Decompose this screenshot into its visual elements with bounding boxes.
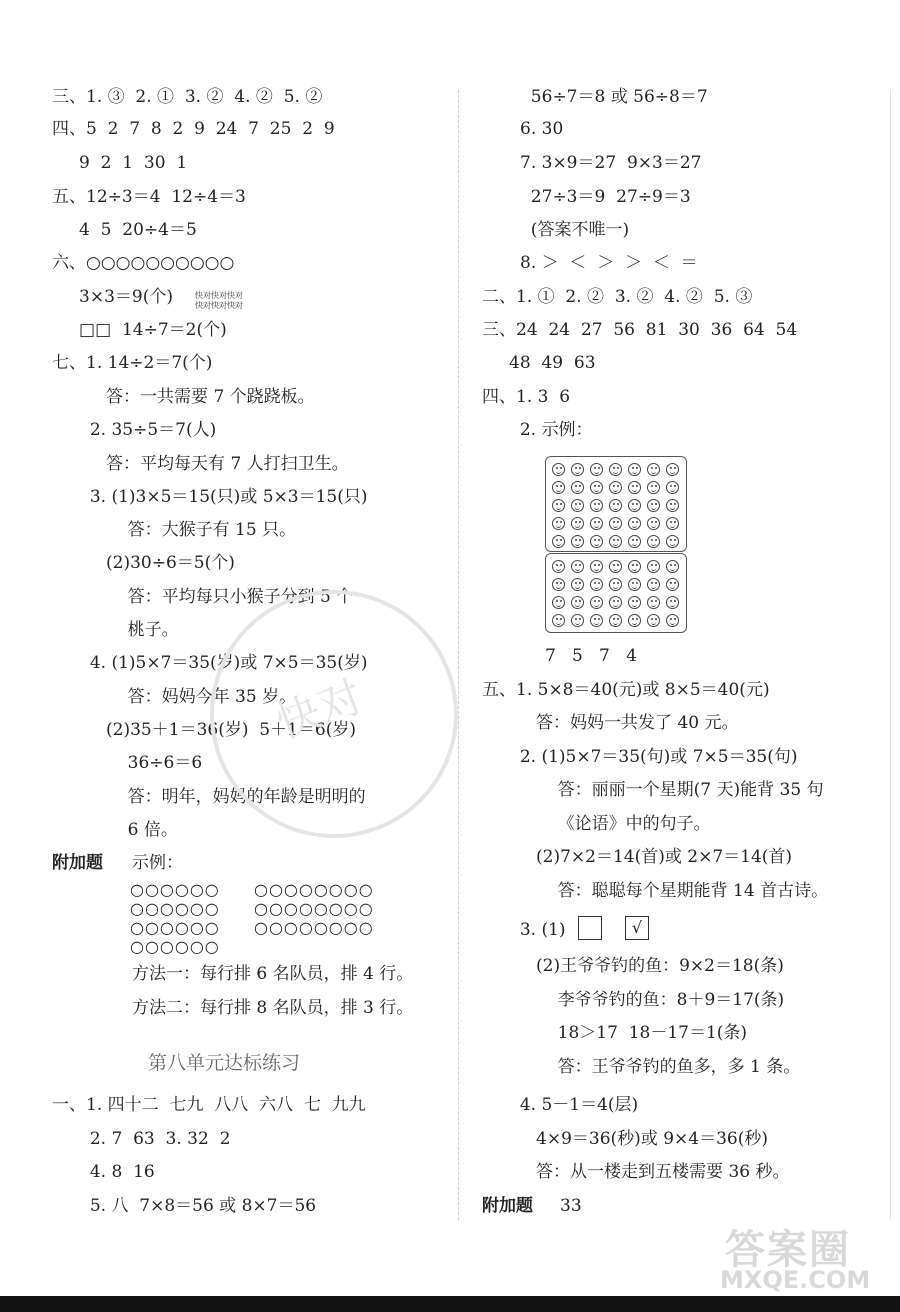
smiley-face-icon xyxy=(666,517,679,530)
page-edge-line xyxy=(890,90,891,1220)
smiley-face-icon xyxy=(628,596,641,609)
empty-box xyxy=(578,916,602,940)
face-grid-bottom xyxy=(545,553,687,633)
stamp-logo xyxy=(210,590,458,838)
answer-line: 答：明年，妈妈的年龄是明明的 xyxy=(52,787,366,807)
smiley-face-icon xyxy=(609,517,622,530)
smiley-face-icon xyxy=(590,499,603,512)
bottom-bar xyxy=(0,1296,900,1312)
answer-line: 二、1. ① 2. ② 3. ② 4. ② 5. ③ xyxy=(482,287,753,307)
answer-line: 2. 示例： xyxy=(482,420,593,440)
answer-line: 3×3＝9(个) xyxy=(52,287,173,307)
smiley-face-icon xyxy=(647,614,660,627)
answer-line: 四、5 2 7 8 2 9 24 7 25 2 9 xyxy=(52,119,335,139)
smiley-face-icon xyxy=(647,596,660,609)
smiley-face-icon xyxy=(666,499,679,512)
answer-line: 一、1. 四十二 七九 八八 六八 七 九九 xyxy=(52,1095,366,1115)
smiley-face-icon xyxy=(628,499,641,512)
answer-line: 桃子。 xyxy=(52,620,179,640)
answer-line: 48 49 63 xyxy=(482,353,596,373)
smiley-face-icon xyxy=(590,481,603,494)
smiley-face-icon xyxy=(609,535,622,548)
answer-line: 七、1. 14÷2＝7(个) xyxy=(52,353,213,373)
smiley-face-icon xyxy=(609,560,622,573)
smiley-face-icon xyxy=(628,535,641,548)
answer-line: 2. 35÷5＝7(人) xyxy=(52,420,217,440)
answer-line: 36÷6＝6 xyxy=(52,753,203,773)
answer-line: 四、1. 3 6 xyxy=(482,387,571,407)
smiley-face-icon xyxy=(647,560,660,573)
answer-line: 五、1. 5×8＝40(元)或 8×5＝40(元) xyxy=(482,680,770,700)
smiley-face-icon xyxy=(666,463,679,476)
smiley-face-icon xyxy=(552,596,565,609)
smiley-face-icon xyxy=(571,535,584,548)
answer-line: (2)王爷爷钓的鱼：9×2＝18(条) xyxy=(482,956,784,976)
answer-line: 答：平均每天有 7 人打扫卫生。 xyxy=(52,454,349,474)
answer-line: 3. (1) xyxy=(482,920,566,940)
smiley-face-icon xyxy=(571,517,584,530)
circle-row: ○○○○○○ xyxy=(130,899,220,918)
answer-line: 7. 3×9＝27 9×3＝27 xyxy=(520,153,702,173)
smiley-face-icon xyxy=(552,517,565,530)
smiley-face-icon xyxy=(647,463,660,476)
smiley-face-icon xyxy=(666,535,679,548)
answer-line: (答案不唯一) xyxy=(520,220,630,240)
circle-row: ○○○○○○ xyxy=(130,918,220,937)
answer-line: 《论语》中的句子。 xyxy=(482,814,711,834)
smiley-face-icon xyxy=(609,596,622,609)
smiley-face-icon xyxy=(571,481,584,494)
smiley-face-icon xyxy=(571,463,584,476)
answer-line: 2. 7 63 3. 32 2 xyxy=(52,1129,231,1149)
smiley-face-icon xyxy=(552,535,565,548)
answer-line: 6 倍。 xyxy=(52,820,178,840)
unit-heading: 第八单元达标练习 xyxy=(148,1052,301,1074)
smiley-face-icon xyxy=(609,463,622,476)
answer-line: 18＞17 18－17＝1(条) xyxy=(482,1023,748,1043)
answer-line: 8. ＞ ＜ ＞ ＞ ＜ ＝ xyxy=(520,253,698,273)
smiley-face-icon xyxy=(552,499,565,512)
smiley-face-icon xyxy=(571,596,584,609)
answer-line: 5. 八 7×8＝56 或 8×7＝56 xyxy=(52,1196,317,1216)
answer-line: 9 2 1 30 1 xyxy=(52,153,188,173)
answer-line: 答：一共需要 7 个跷跷板。 xyxy=(52,387,315,407)
bonus-label: 附加题 xyxy=(482,1196,533,1216)
circle-row: ○○○○○○○○ xyxy=(254,880,374,899)
answer-line: 27÷3＝9 27÷9＝3 xyxy=(520,187,691,207)
smiley-face-icon xyxy=(647,481,660,494)
answer-line: 4. 5－1＝4(层) xyxy=(482,1095,639,1115)
smiley-face-icon xyxy=(552,463,565,476)
answer-line: 五、12÷3＝4 12÷4＝3 xyxy=(52,187,246,207)
answer-line: 4. (1)5×7＝35(岁)或 7×5＝35(岁) xyxy=(52,653,368,673)
smiley-face-icon xyxy=(552,560,565,573)
method-line: 方法一：每行排 6 名队员，排 4 行。 xyxy=(132,964,414,984)
smiley-face-icon xyxy=(590,578,603,591)
answer-line: 答：妈妈一共发了 40 元。 xyxy=(482,713,739,733)
bonus-answer: 33 xyxy=(560,1196,582,1216)
circle-row: ○○○○○○ xyxy=(130,937,220,956)
stamp-text: 快对 xyxy=(269,671,370,750)
smiley-face-icon xyxy=(666,614,679,627)
smiley-face-icon xyxy=(552,578,565,591)
answer-line: 三、24 24 27 56 81 30 36 64 54 xyxy=(482,320,798,340)
answer-line: 三、1. ③ 2. ① 3. ② 4. ② 5. ② xyxy=(52,87,323,107)
smiley-face-icon xyxy=(609,481,622,494)
smiley-face-icon xyxy=(647,517,660,530)
circle-row: ○○○○○○ xyxy=(130,880,220,899)
smiley-face-icon xyxy=(666,596,679,609)
smiley-face-icon xyxy=(571,560,584,573)
smiley-face-icon xyxy=(590,614,603,627)
circle-row: ○○○○○○○○ xyxy=(254,918,374,937)
smiley-face-icon xyxy=(628,517,641,530)
column-divider xyxy=(458,90,459,1220)
circle-row: ○○○○○○○○ xyxy=(254,899,374,918)
face-grid-top xyxy=(545,456,687,552)
smiley-face-icon xyxy=(628,481,641,494)
answer-line: 2. (1)5×7＝35(句)或 7×5＝35(句) xyxy=(482,747,798,767)
answer-line: 4×9＝36(秒)或 9×4＝36(秒) xyxy=(482,1129,768,1149)
answer-line: □□ 14÷7＝2(个) xyxy=(52,320,227,340)
smiley-face-icon xyxy=(590,535,603,548)
answer-line: 56÷7＝8 或 56÷8＝7 xyxy=(520,87,708,107)
answer-line: (2)30÷6＝5(个) xyxy=(52,553,235,573)
smiley-face-icon xyxy=(666,481,679,494)
smiley-face-icon xyxy=(590,517,603,530)
answer-line: 3. (1)3×5＝15(只)或 5×3＝15(只) xyxy=(52,487,368,507)
bonus-label: 附加题 xyxy=(52,853,103,873)
smiley-face-icon xyxy=(571,578,584,591)
smiley-face-icon xyxy=(571,499,584,512)
answer-line: 答：聪聪每个星期能背 14 首古诗。 xyxy=(482,881,829,901)
answer-line: 答：平均每只小猴子分到 5 个 xyxy=(52,587,354,607)
check-box: √ xyxy=(625,916,649,940)
smiley-face-icon xyxy=(552,614,565,627)
answer-line: 答：从一楼走到五楼需要 36 秒。 xyxy=(482,1162,790,1182)
answer-line: 6. 30 xyxy=(520,119,564,139)
watermark-url: MXQE.COM xyxy=(720,1266,871,1294)
answer-line: 六、○○○○○○○○○○ xyxy=(52,253,235,273)
smiley-face-icon xyxy=(609,499,622,512)
smiley-face-icon xyxy=(590,560,603,573)
smiley-face-icon xyxy=(590,463,603,476)
smiley-face-icon xyxy=(666,560,679,573)
smiley-face-icon xyxy=(628,463,641,476)
answer-line: 答：妈妈今年 35 岁。 xyxy=(52,687,297,707)
smiley-face-icon xyxy=(647,499,660,512)
grid-numbers: 7 5 7 4 xyxy=(545,646,637,666)
watermark-logo: 答案圈 xyxy=(725,1227,851,1273)
smiley-face-icon xyxy=(647,535,660,548)
answer-line: 李爷爷钓的鱼：8＋9＝17(条) xyxy=(482,990,785,1010)
answer-line: (2)35＋1＝36(岁) 5＋1＝6(岁) xyxy=(52,720,356,740)
answer-line: 答：大猴子有 15 只。 xyxy=(52,520,297,540)
smiley-face-icon xyxy=(647,578,660,591)
smiley-face-icon xyxy=(552,481,565,494)
answer-line: 4. 8 16 xyxy=(52,1162,155,1182)
smiley-face-icon xyxy=(628,560,641,573)
answer-line: 答：丽丽一个星期(7 天)能背 35 句 xyxy=(482,780,824,800)
smiley-face-icon xyxy=(571,614,584,627)
method-line: 方法二：每行排 8 名队员，排 3 行。 xyxy=(132,998,414,1018)
smiley-face-icon xyxy=(628,614,641,627)
bonus-example-label: 示例： xyxy=(132,853,183,873)
answer-line: 答：王爷爷钓的鱼多，多 1 条。 xyxy=(482,1057,801,1077)
smiley-face-icon xyxy=(609,614,622,627)
answer-line: (2)7×2＝14(首)或 2×7＝14(首) xyxy=(482,847,793,867)
answer-line: 4 5 20÷4＝5 xyxy=(52,220,197,240)
smiley-face-icon xyxy=(590,596,603,609)
smiley-face-icon xyxy=(628,578,641,591)
small-note: 快对快对快对 快对快对快对 xyxy=(195,291,243,310)
smiley-face-icon xyxy=(666,578,679,591)
smiley-face-icon xyxy=(609,578,622,591)
